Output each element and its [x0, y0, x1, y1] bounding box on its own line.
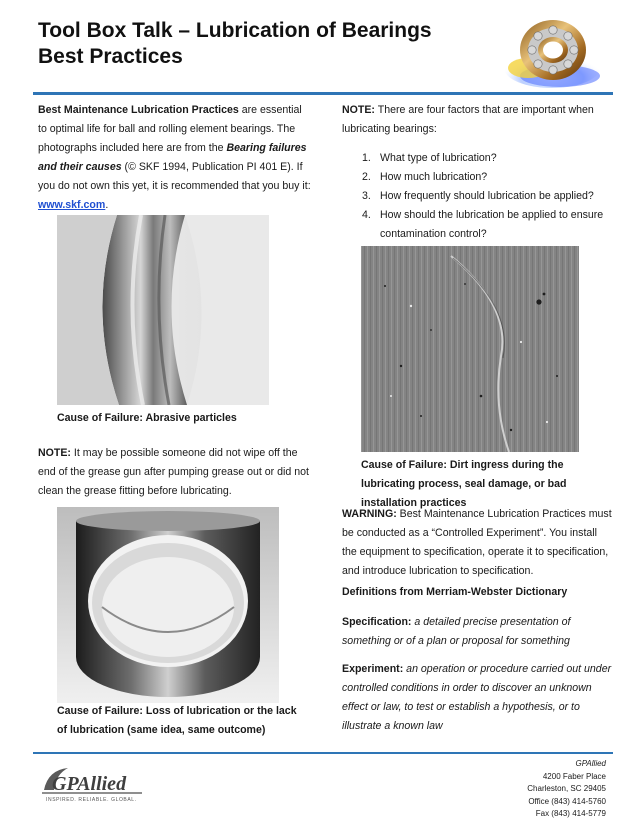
intro-text-2: (© SKF 1994, Publication PI 401 E). If you do not own this yet, it is recommended that you buy it: [38, 161, 311, 192]
bearing-header-image [498, 8, 604, 92]
intro-lead: Best Maintenance Lubrication Practices [38, 104, 239, 116]
warning-text: Best Maintenance Lubrication Practices must be conducted as a “Controlled Experiment”. You install the equipment to specification, operate it to specification, and introduce lubrication to specification. [342, 508, 612, 577]
footer-fax: Fax (843) 414-5779 [535, 809, 606, 818]
definition-specification [342, 613, 612, 651]
footer-rule [33, 752, 613, 754]
photo-loss-of-lubrication [57, 507, 279, 703]
factor-item: 2. How much lubrication? [362, 171, 488, 183]
note-left-text: It may be possible someone did not wipe off the end of the grease gun after pumping grease out or did not clean the grease fitting before lubricating. [38, 447, 309, 497]
footer-office: Office (843) 414-5760 [528, 796, 606, 806]
caption-loss-of-lubrication: Cause of Failure: Loss of lubrication or the lack of lubrication (same idea, same outcome) [57, 705, 297, 736]
gpallied-logo [38, 760, 148, 808]
photo-dirt-ingress [361, 246, 579, 452]
definition-experiment [342, 660, 612, 736]
note-four-factors [342, 101, 612, 139]
skf-link[interactable]: www.skf.com [38, 199, 106, 211]
note-grease-gun [38, 444, 313, 501]
footer-company: GPAllied [575, 759, 606, 768]
intro-text-1: are essential to optimal life for ball and rolling element bearings. The photographs included here are from the [38, 104, 302, 154]
footer-city: Charleston, SC 29405 [527, 784, 606, 793]
intro-text-3: . [105, 199, 109, 211]
title-line-1: Tool Box Talk – Lubrication of Bearings [38, 19, 432, 42]
factors-list [342, 149, 612, 244]
footer-street: 4200 Faber Place [542, 771, 606, 781]
factor-item: 1. What type of lubrication? [362, 152, 497, 164]
exp-text: an operation or procedure carried out under controlled conditions in order to discover an unknown effect or law, to test or establish a hypothesis, or to illustrate a known law [342, 663, 612, 732]
note-right-text: There are four factors that are important when lubricating bearings: [342, 104, 594, 135]
header-rule [33, 92, 613, 95]
warning-paragraph [342, 505, 612, 581]
footer-address [406, 758, 606, 821]
definitions-heading: Definitions from Merriam-Webster Dictionary [342, 586, 568, 598]
logo-tagline: INSPIRED. RELIABLE. GLOBAL. [46, 797, 137, 803]
caption-abrasive: Cause of Failure: Abrasive particles [57, 412, 237, 424]
logo-wordmark: GPAllied [52, 773, 127, 795]
caption-dirt-ingress: Cause of Failure: Dirt ingress during the lubricating process, seal damage, or bad installation practices [361, 459, 567, 509]
exp-label: Experiment: [342, 663, 404, 675]
spec-label: Specification: [342, 616, 412, 628]
photo-abrasive-particles [57, 215, 269, 405]
factor-item: 3. How frequently should lubrication be applied? [362, 190, 594, 202]
factor-item: 4. How should the lubrication be applied to ensure contamination control? [362, 209, 604, 240]
page-title [38, 18, 478, 70]
title-line-2: Best Practices [38, 45, 183, 68]
note-right-label: NOTE: [342, 104, 375, 116]
intro-paragraph [38, 101, 313, 215]
warning-label: WARNING: [342, 508, 397, 520]
note-left-label: NOTE: [38, 447, 71, 459]
intro-book-title: Bearing failures and their causes [38, 142, 307, 173]
spec-text: a detailed precise presentation of something or of a plan or proposal for something [342, 616, 571, 647]
